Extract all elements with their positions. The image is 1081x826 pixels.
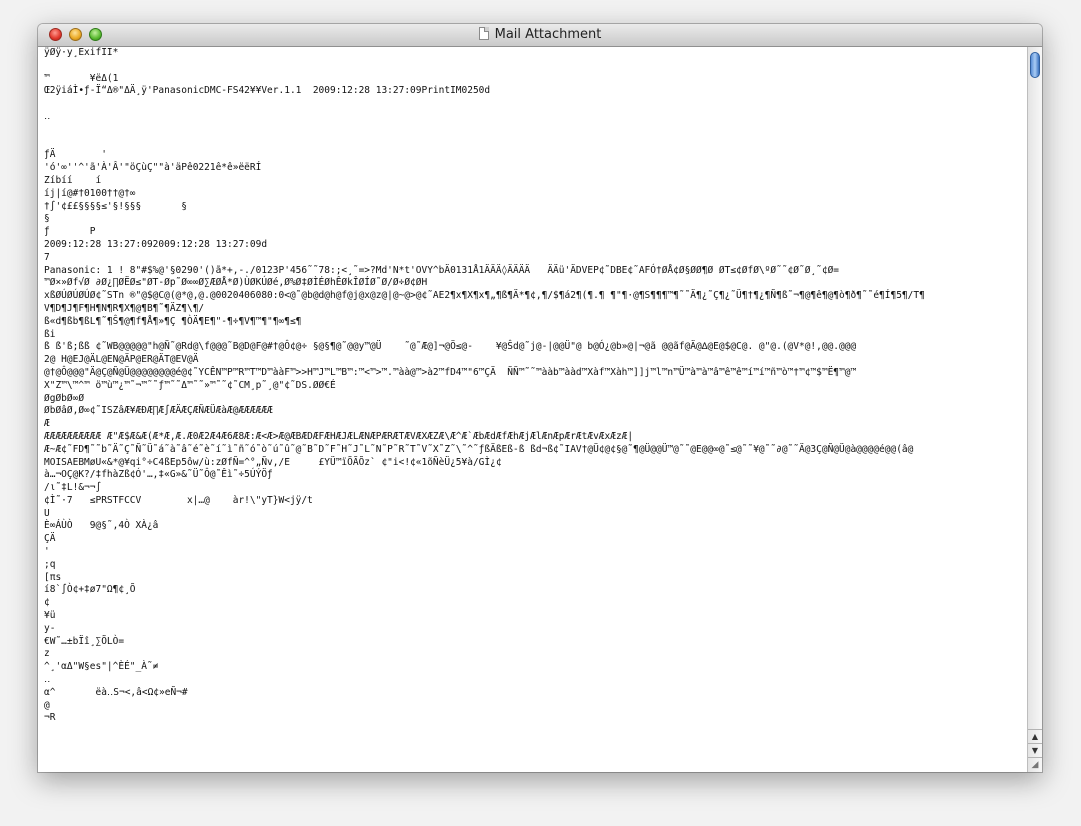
attachment-text[interactable] xyxy=(38,47,1027,725)
text-line: § xyxy=(44,213,50,225)
text-line: @ xyxy=(44,699,50,711)
text-line: 2@ H@EJ@ÄL@EN@ÄP@ER@ÄT@EV@Ä xyxy=(44,354,199,366)
vertical-scrollbar[interactable] xyxy=(1027,47,1042,772)
text-line: xßØÚØÚØÚØ¢˜STn ®"@$@C@(@*@,@.@0020406080:0<@˜@b@d@h@f@j@x@z@|@~@>@¢˜AE2¶x¶X¶x¶„¶ß¶Ä*¶¢,¶/$¶á2¶(¶.¶ ¶"¶·@¶S¶¶¶™¶˜˜Ä¶¿˜Ç¶¿˜Ü¶†¶¿¶Ñ¶ß˜¬¶@¶ê¶@¶ò¶ð¶˜˜é¶Í¶5¶/T¶ xyxy=(44,290,925,302)
text-line: ß ß'ß;ßß ¢˜WB@@@@@"h@Ñ˜@Rd@\f@@@˜B@D@F@#†@Ô¢@÷ §@§¶@˜@@y™@Ü ˜@˜Æ@]¬@Ö≤@- ¥@Ŝd@˜j@-|@@Ü"@ b@Ó¿@b»@|¬@ã @@ãf@Ä@∆@E@$@C@. @"@.(@V*@!,@@.@@@ xyxy=(44,341,857,353)
scroll-thumb[interactable] xyxy=(1030,52,1040,78)
text-line: †∫'¢££§§§§≤'§!§§§ § xyxy=(44,200,187,212)
text-line: ' xyxy=(44,546,50,558)
text-line: ßi xyxy=(44,328,56,340)
text-line: È∞ÁÙÒ 9@§˜,4Ò XÀ¿â xyxy=(44,520,159,532)
text-line: ‥ xyxy=(44,674,51,686)
text-line: z xyxy=(44,648,50,660)
text-line: ¬R xyxy=(44,712,56,724)
text-line: Æ xyxy=(44,418,50,430)
text-line: ÿØÿ·y¸ExifII* xyxy=(44,47,119,58)
text-line: í8`∫Ò¢+‡ø7"Ω¶¢¸Õ xyxy=(44,584,136,596)
text-line: ØgØbØ∞Ø xyxy=(44,392,85,404)
text-line: 2009:12:28 13:27:092009:12:28 13:27:09d xyxy=(44,238,268,250)
text-line: ƒÄ ' xyxy=(44,149,107,161)
text-line: ™Ø×»Øf√Ø ∂Ø¿∏ØËØ≤"ØT-Øp˜Ø∞∞Ø∑ÆØÅ*Ø)ÙØKÚØé,Ø%Ø‡ØÌÉØhÊØkÎØÍØ˜Ø/Ø÷Ø¢ØH xyxy=(44,277,428,289)
text-line: Panasonic: 1 ! 8"#$%@'§0290'()ã*+,-./0123P'456˜˜78:;<¸˜=>?Md'N*t'OVY^bÄ0131Å1ÄÄÄ◊ÄÄÄÄ ÄÄü'ÄDVEP¢˜DBE¢˜AFÓ†ØÅ¢Ø§ØØ¶Ø ØT≤¢ØfØ\ºØ˜˜¢Ø˜Ø¸˜¢Ø= xyxy=(44,264,840,276)
text-line: X"Z™\™^™ ö™ù™¿™˜¬™˜˜ƒ™˜˜Δ™˜˜»™˜˜¢˜CM¸p˜¸@"¢˜DS.ØØ€É xyxy=(44,379,336,391)
text-line: ÇÄ xyxy=(44,533,56,545)
text-line: ÆÆÆÆÆÆÆÆÆÆ Æ"Æ$Æ&Æ(Æ*Æ,Æ.Æ0Æ2Æ4Æ6Æ8Æ:Æ<Æ>Æ@ÆBÆDÆFÆHÆJÆLÆNÆPÆRÆTÆVÆXÆZÆ\Æ^Æ`ÆbÆdÆfÆhÆjÆlÆnÆpÆrÆtÆvÆxÆzÆ| xyxy=(44,430,634,442)
text-line: Œ2ÿiáÌ•ƒ-Ï“Δ®"ΔÄ¸ÿ'PanasonicDMC-FS42¥¥Ver.1.1 2009:12:28 13:27:09PrintIM0250d xyxy=(44,85,491,97)
text-line: ¢Ì˜·7 ≤PRSTFCCV x|…@ àr!\"yT}W<jÿ/t xyxy=(44,494,313,506)
title-bar[interactable] xyxy=(38,24,1042,47)
window-title: Mail Attachment xyxy=(494,27,602,42)
text-line: /ι˜‡L!&¬¬∫ xyxy=(44,482,102,494)
text-line: ¥ü xyxy=(44,610,56,622)
text-line: €W˜…±bÏî¸∑ÕLÒ= xyxy=(44,635,125,647)
scroll-down-arrow-icon[interactable]: ▼ xyxy=(1028,743,1042,758)
text-line: ^¸'αΔ"W§es"|^ÈÉ"_À˜≠ xyxy=(44,661,159,673)
text-line: Zíbíí í xyxy=(44,174,102,186)
text-line: [πs xyxy=(44,571,62,583)
text-line: ƒ P xyxy=(44,226,96,238)
text-line: y- xyxy=(44,622,56,634)
text-line: ‥ xyxy=(44,110,51,122)
text-content-area[interactable] xyxy=(38,47,1027,772)
text-line: MOISAEBMøU«&*@¥qi°÷C4ßEp5ôw/ù:zØfÑ=^°„Ñv,/E £YÜ™ïÕÃÕz` ¢"i<!¢«1õÑèÜ¿5¥à/GÌ¿¢ xyxy=(44,456,502,468)
scroll-up-arrow-icon[interactable]: ▲ xyxy=(1028,729,1042,744)
text-line: ß«d¶ßb¶ßL¶˜¶Ŝ¶@¶f¶Å¶»¶Ç ¶ÒÄ¶E¶"-¶÷¶V¶™¶"¶∞¶≤¶ xyxy=(44,315,302,327)
text-line: ™ ¥ëΔ(1 xyxy=(44,72,119,84)
text-line: 'ó'∞''^'ã'À'Â'"öÇùÇ""à'äPê0221ê*ê»ëëRÍ xyxy=(44,162,262,174)
text-line: à…¬OÇ@K?/‡fhàZß¢Ó'…,‡«G»&˜Ü˜Ô@˜Êì˜÷5ÚÝÖƒ xyxy=(44,469,273,481)
text-line: α^ ëà‥S¬<,â<Ω¢»eÑ¬# xyxy=(44,686,188,698)
text-line: ØbØâØ,Ø∞¢˜ISZâÆ¥ÆÐÆ∏Æ∫ÆÄÆÇÆÑÆÜÆàÆ@ÆÆÆÆÆÆ xyxy=(44,405,273,417)
text-line: ¢ xyxy=(44,597,50,609)
document-icon xyxy=(479,27,489,40)
text-line: U xyxy=(44,507,50,519)
text-line: @†@Ô@@@"Ä@Ç@Ñ@Ü@@@@@@@@é@¢˜YCÊN™P™R™T™D™ààF™>>H™J™L™B™:™<™>™.™àà@™>à2™fD4™"6™ÇÄ ÑÑ™˜˜™ààb™ààd™Xàf™Xàh™]]j™l™n™Ü™à™à™â™ê™ê™í™í™ñ™ò™†™¢™$™Ë¶™@™ xyxy=(44,366,857,378)
text-line: 7 xyxy=(44,251,50,263)
resize-grip-icon[interactable]: ◢ xyxy=(1028,757,1042,772)
text-line: íj|í@#†0100††@†∞ xyxy=(44,187,136,199)
text-line: Æ~Æ¢˜FD¶˜˜b˜Ä˜Ç˜Ñ˜Ü˜á˜à˜â˜é˜è˜í˜ì˜ñ˜ó˜ò˜ú˜û˜@˜B˜D˜F˜H˜J˜L˜N˜P˜R˜T˜V˜X˜Z˜\˜^˜ƒßÄßEß-ß ßd¬ß¢˜IAV†@Ü¢@¢§@˜¶@Ü@@Ü™@˜˜@E@@∞@˜≤@˜˜¥@˜˜∂@˜˜Ä@3Ç@Ñ@Ü@à@@@@é@@(â@ xyxy=(44,443,914,455)
mail-attachment-window xyxy=(38,24,1042,772)
text-line: V¶D¶J¶F¶H¶N¶R¶X¶@¶B¶˜¶ÄZ¶\¶/ xyxy=(44,302,205,314)
text-line: ;q xyxy=(44,558,56,570)
window-title-wrap xyxy=(38,27,1042,42)
